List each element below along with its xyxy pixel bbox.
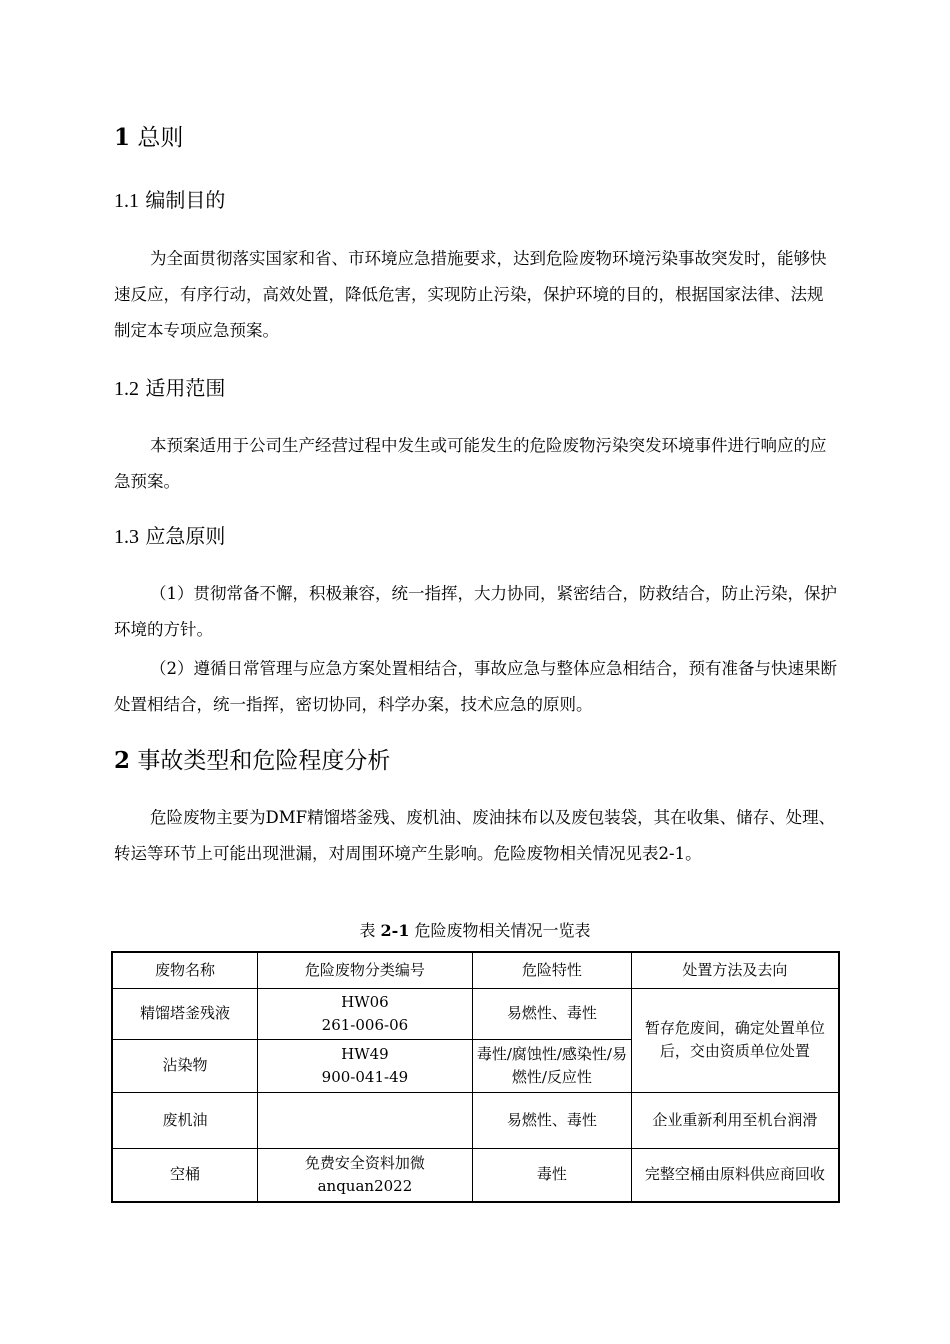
table-row: [112, 1148, 839, 1202]
code-category: HW06: [341, 992, 389, 1011]
code-category: 免费安全资料加微: [304, 1153, 425, 1172]
waste-code-cell: [257, 988, 472, 1039]
disposal-cell: 完整空桶由原料供应商回收: [631, 1148, 839, 1202]
paragraph-analysis: 危险废物主要为DMF精馏塔釜残、废机油、废油抹布以及废包装袋，其在收集、储存、处理、转运等环节上可能出现泄漏，对周围环境产生影响。危险废物相关情况见表2-1。: [114, 808, 836, 863]
code-category: HW49: [341, 1044, 389, 1063]
heading-section-1-3: [114, 520, 225, 549]
code-number: 261-006-06: [321, 1015, 409, 1034]
code-number: anquan2022: [317, 1176, 413, 1195]
code-number: 900-041-49: [321, 1067, 409, 1086]
section-title: 编制目的: [145, 188, 226, 212]
heading-section-1: [114, 119, 183, 152]
hazard-cell: 毒性: [472, 1148, 631, 1202]
hazard-cell: 易燃性、毒性: [472, 1092, 631, 1148]
section-title: 适用范围: [145, 376, 226, 400]
table-row: [112, 988, 839, 1039]
waste-name-cell: 空桶: [112, 1148, 257, 1202]
heading-section-1-1: [114, 184, 225, 213]
section-number: 2: [114, 747, 131, 774]
hazard-cell: 毒性/腐蚀性/感染性/易燃性/反应性: [472, 1039, 631, 1092]
table-row: [112, 1092, 839, 1148]
header-cell: 处置方法及去向: [631, 952, 839, 988]
header-cell: 废物名称: [112, 952, 257, 988]
waste-name-cell: 精馏塔釜残液: [112, 988, 257, 1039]
heading-section-2: [114, 742, 390, 775]
waste-name-cell: 废机油: [112, 1092, 257, 1148]
section-number: 1.3: [114, 526, 139, 548]
section-title: 总则: [137, 125, 184, 151]
waste-code-cell: [257, 1039, 472, 1092]
table-caption: [0, 918, 950, 941]
paragraph-principle-1: （1）贯彻常备不懈，积极兼容，统一指挥，大力协同，紧密结合，防救结合，防止污染，保护环境的方针。: [114, 584, 837, 639]
caption-title: 危险废物相关情况一览表: [414, 921, 591, 940]
header-cell: 危险废物分类编号: [257, 952, 472, 988]
section-number: 1.1: [114, 190, 139, 212]
caption-number: 2-1: [380, 921, 410, 940]
shared-disposal-cell: 暂存危废间，确定处置单位后，交由资质单位处置: [631, 988, 839, 1092]
hazard-cell: 易燃性、毒性: [472, 988, 631, 1039]
table-header-row: [112, 952, 839, 988]
disposal-cell: 企业重新利用至机台润滑: [631, 1092, 839, 1148]
waste-code-cell: [257, 1148, 472, 1202]
caption-prefix: 表: [359, 921, 376, 940]
paragraph-purpose: 为全面贯彻落实国家和省、市环境应急措施要求，达到危险废物环境污染事故突发时，能够快速反应，有序行动，高效处置，降低危害，实现防止污染，保护环境的目的，根据国家法律、法规制定本专项应急预案。: [114, 249, 827, 340]
heading-section-1-2: [114, 372, 225, 401]
paragraph-scope: 本预案适用于公司生产经营过程中发生或可能发生的危险废物污染突发环境事件进行响应的应急预案。: [114, 436, 827, 491]
waste-name-cell: 沾染物: [112, 1039, 257, 1092]
section-title: 应急原则: [145, 524, 226, 548]
section-title: 事故类型和危险程度分析: [137, 748, 391, 774]
waste-code-cell: [257, 1092, 472, 1148]
hazardous-waste-table: [111, 951, 840, 1203]
paragraph-principle-2: （2）遵循日常管理与应急方案处置相结合，事故应急与整体应急相结合，预有准备与快速果断处置相结合，统一指挥，密切协同，科学办案，技术应急的原则。: [114, 659, 837, 714]
header-cell: 危险特性: [472, 952, 631, 988]
section-number: 1.2: [114, 378, 139, 400]
section-number: 1: [114, 124, 131, 151]
